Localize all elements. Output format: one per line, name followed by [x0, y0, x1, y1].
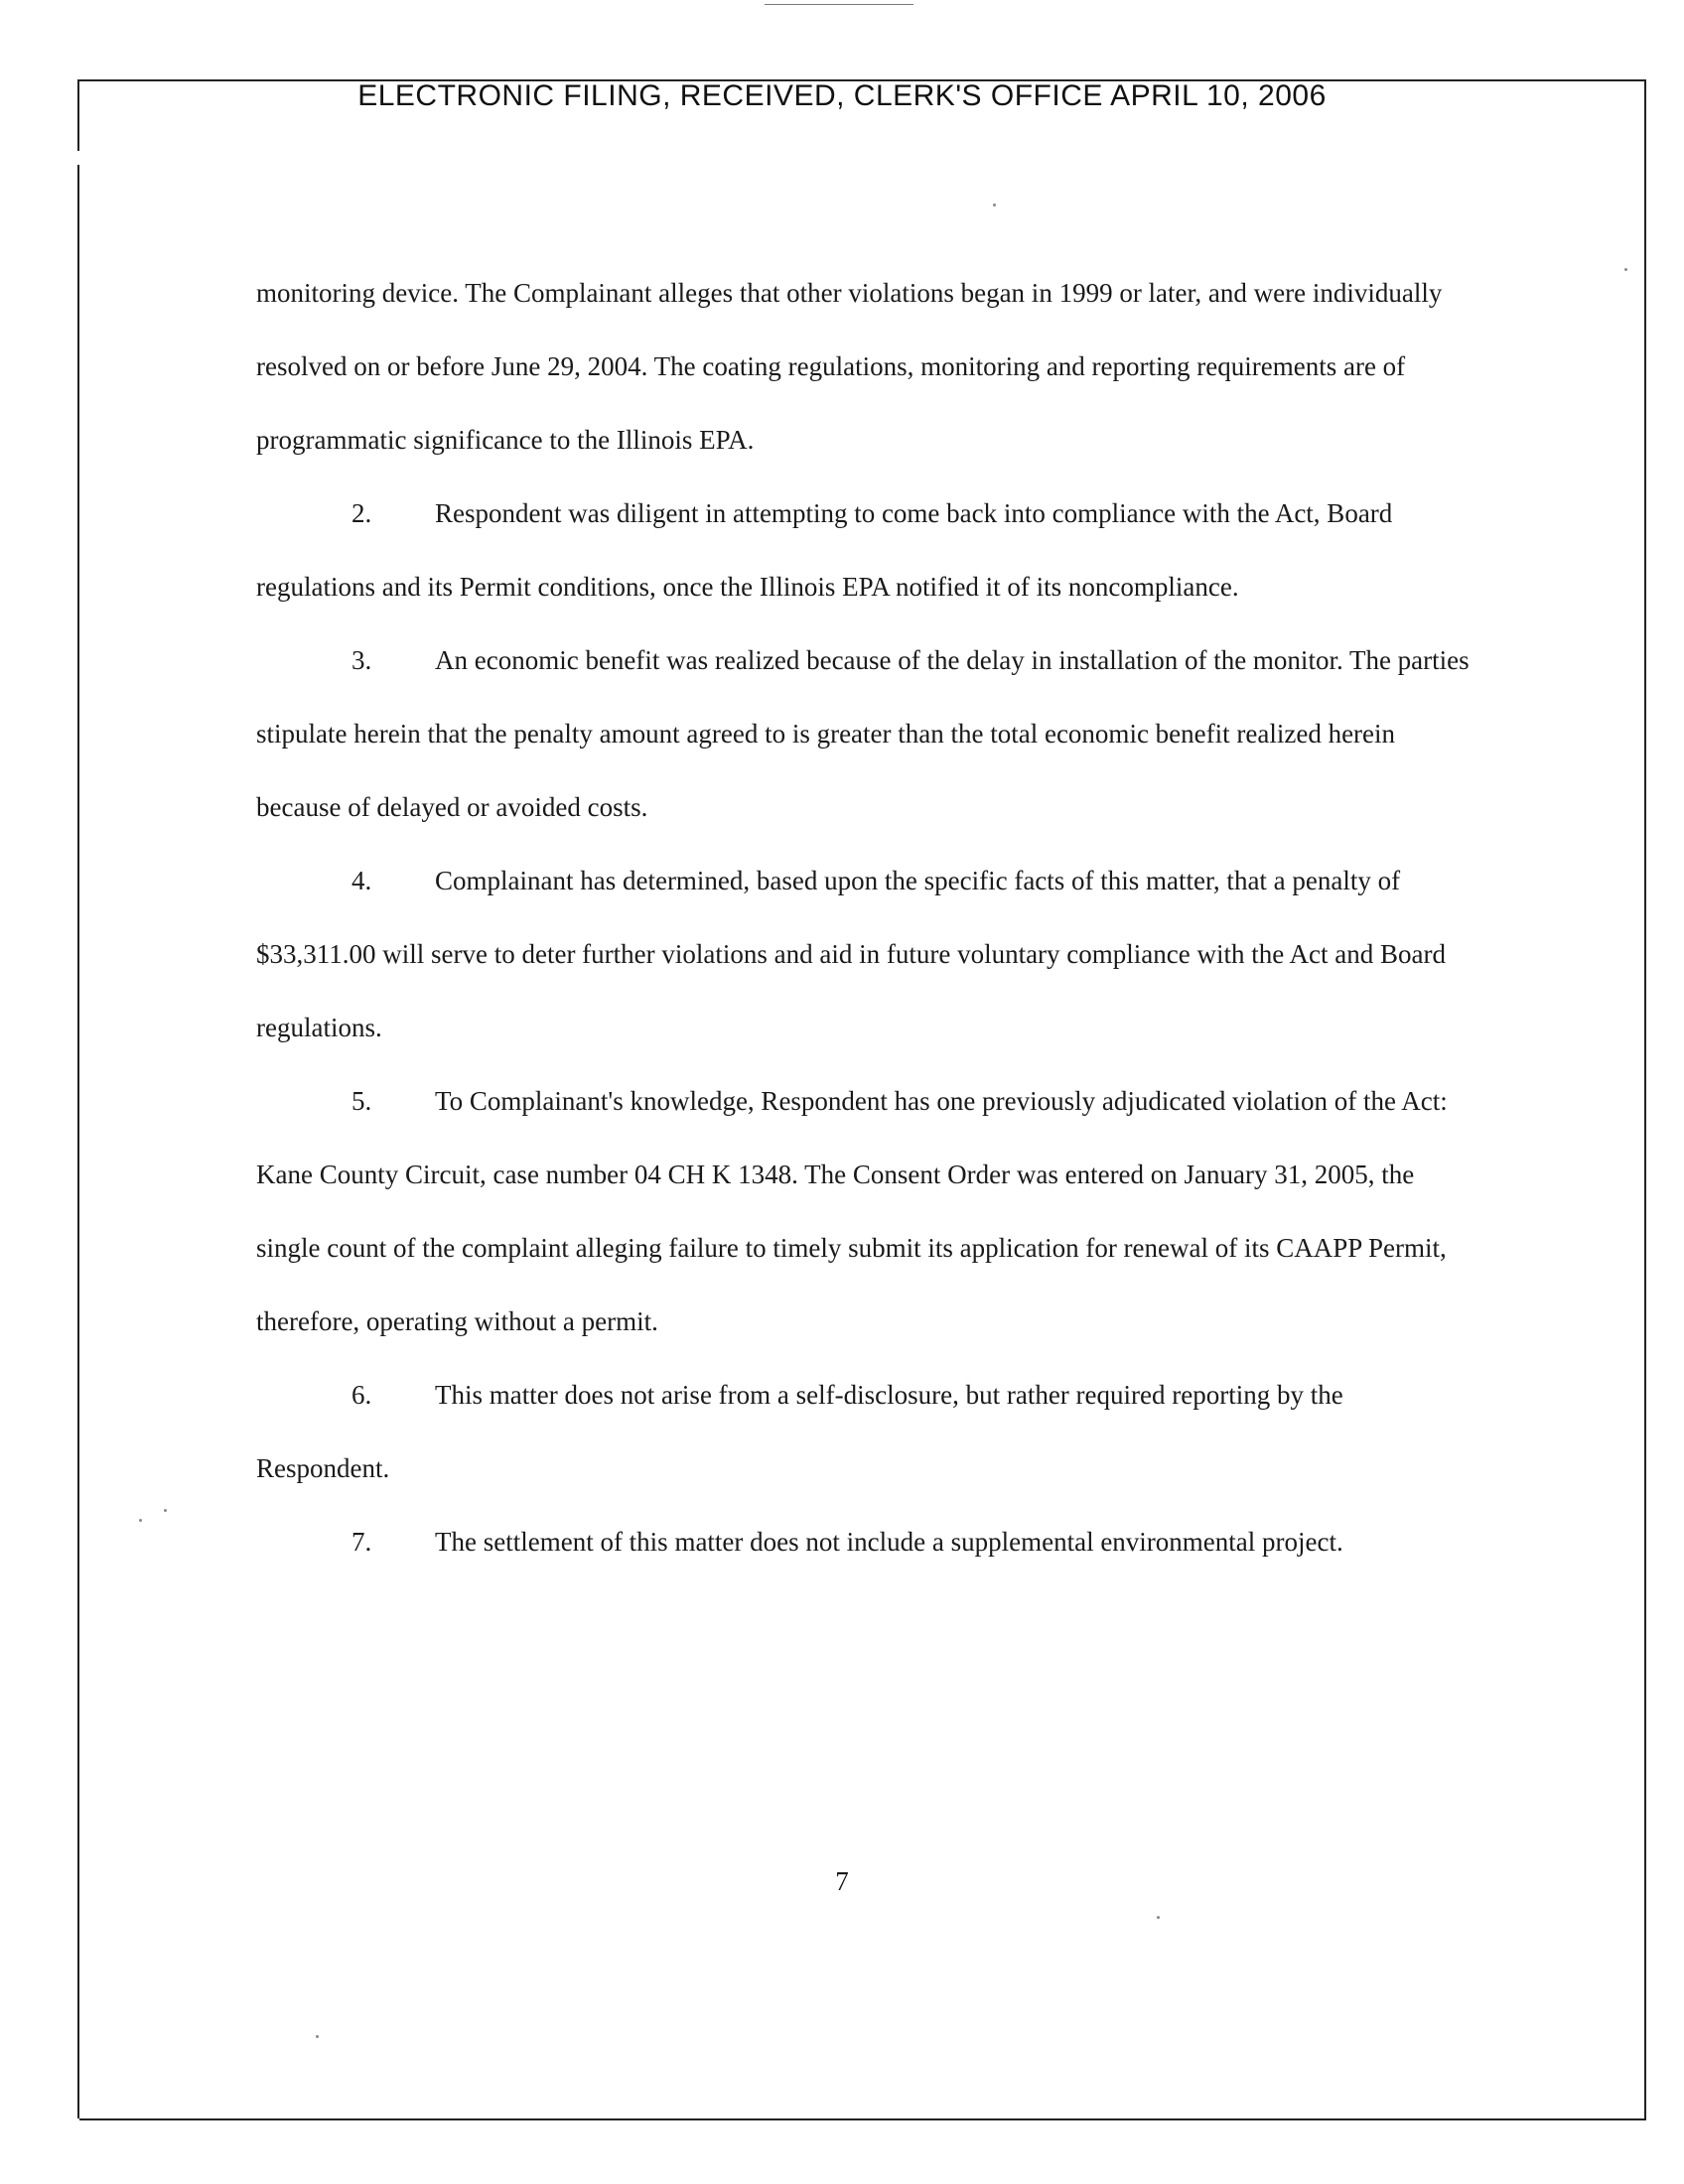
paragraph-number: 4. — [351, 866, 372, 895]
document-body — [256, 256, 1477, 1578]
scan-speck — [993, 204, 996, 206]
scan-speck — [139, 1519, 142, 1522]
paragraph-text: Respondent was diligent in attempting to come back into compliance with the Act, Board regulations and its Permit conditions, once the Illinois EPA notified it of its noncompliance. — [256, 498, 1393, 602]
page-border-right — [1644, 79, 1646, 2120]
paragraph-6 — [256, 1358, 1477, 1505]
paragraph-number: 3. — [351, 645, 372, 675]
page-border-left-lower — [77, 165, 79, 2118]
paragraph-5 — [256, 1064, 1477, 1358]
paragraph-text: Complainant has determined, based upon the specific facts of this matter, that a penalty of $33,311.00 will serve to deter further violations and aid in future voluntary compliance with the Act and Board regulations. — [256, 866, 1446, 1042]
scan-speck — [1624, 268, 1627, 271]
scan-speck — [164, 1509, 167, 1512]
paragraph-number: 5. — [351, 1086, 372, 1116]
paragraph-2 — [256, 477, 1477, 623]
paragraph-text: This matter does not arise from a self-disclosure, but rather required reporting by the Respondent. — [256, 1380, 1343, 1483]
paragraph-3 — [256, 623, 1477, 844]
scan-speck — [316, 2035, 319, 2038]
continuation-paragraph: monitoring device. The Complainant alleges that other violations began in 1999 or later, and were individually resolved on or before June 29, 2004. The coating regulations, monitoring and reporting requirements are of programmatic significance to the Illinois EPA. — [256, 278, 1443, 455]
scan-artifact — [765, 4, 913, 5]
paragraph-number: 7. — [351, 1527, 372, 1557]
page-border-bottom — [79, 2118, 1646, 2120]
paragraph-text: An economic benefit was realized because of the delay in installation of the monitor. The parties stipulate herein that the penalty amount agreed to is greater than the total economic benefit realized herein because of delayed or avoided costs. — [256, 645, 1470, 822]
paragraph-7 — [256, 1505, 1477, 1578]
page-number: 7 — [835, 1866, 849, 1896]
scan-speck — [1157, 1916, 1160, 1919]
paragraph-text: To Complainant's knowledge, Respondent has one previously adjudicated violation of the Act: Kane County Circuit, case number 04 CH K 1348. The Consent Order was entered on January 31, 2005, the single count of the complaint alleging failure to timely submit its application for renewal of its CAAPP Permit, therefore, operating without a permit. — [256, 1086, 1448, 1336]
paragraph-number: 6. — [351, 1380, 372, 1410]
paragraph-text: The settlement of this matter does not include a supplemental environmental project. — [435, 1527, 1343, 1557]
paragraph-4 — [256, 844, 1477, 1064]
paragraph-number: 2. — [351, 498, 372, 528]
filing-stamp-header: ELECTRONIC FILING, RECEIVED, CLERK'S OFFICE APRIL 10, 2006 — [357, 79, 1327, 112]
